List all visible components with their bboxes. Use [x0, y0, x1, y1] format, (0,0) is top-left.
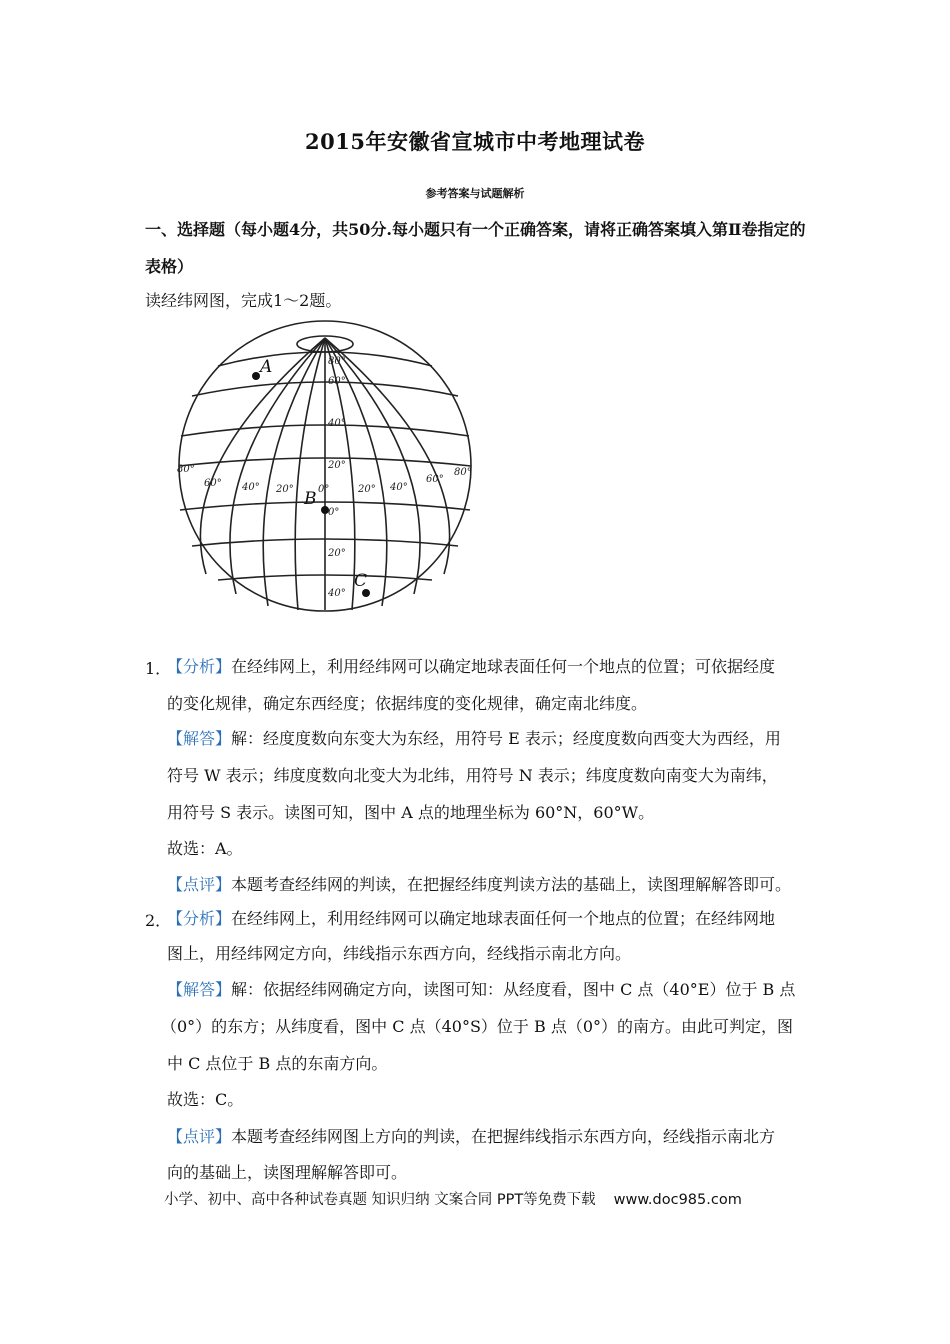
question-2-line	[161, 1008, 793, 1045]
answer-text: 解：经度度数向东变大为东经，用符号 E 表示；经度度数向西变大为西经，用	[231, 729, 781, 748]
graticule-globe-figure	[170, 318, 480, 618]
answer-text: 符号 W 表示；纬度度数向北变大为北纬，用符号 N 表示；纬度度数向南变大为南纬，	[167, 766, 778, 785]
question-1-line	[167, 757, 778, 794]
answer-subtitle: 参考答案与试题解析	[425, 187, 525, 200]
point-a-label: A	[260, 357, 273, 377]
answer-text: 用符号 S 表示。读图可知，图中 A 点的地理坐标为 60°N，60°W。	[167, 803, 655, 822]
question-1-line	[167, 830, 243, 867]
question-1-line	[167, 794, 654, 831]
question-1-line	[167, 685, 647, 722]
lat-label: 80°	[328, 356, 346, 367]
answer-text: 故选：C。	[167, 1090, 244, 1109]
answer-tag: 【解答】	[167, 980, 232, 999]
lon-label: 40°	[390, 482, 408, 493]
question-1-line	[167, 720, 781, 757]
question-number: 2．	[145, 911, 172, 930]
answer-tag: 【点评】	[167, 875, 232, 894]
answer-text: 的变化规律，确定东西经度；依据纬度的变化规律，确定南北纬度。	[167, 694, 648, 713]
question-2-line	[167, 1154, 407, 1191]
page-title: 2015年安徽省宣城市中考地理试卷	[305, 129, 645, 154]
question-2-line	[167, 1081, 243, 1118]
lon-label: 20°	[358, 484, 376, 495]
longitude-line	[295, 338, 325, 610]
longitude-line	[230, 338, 325, 594]
lat-label: 40°	[328, 588, 346, 599]
lat-label: 20°	[328, 460, 346, 471]
question-2-line	[167, 900, 775, 937]
footer-url-link[interactable]: www.doc985.com	[613, 1192, 742, 1208]
lon-label: 60°	[426, 474, 444, 485]
answer-text: （0°）的东方；从纬度看，图中 C 点（40°S）位于 B 点（0°）的南方。由此可判定，图	[161, 1017, 794, 1036]
page-footer	[164, 1188, 742, 1209]
question-2-line	[167, 1118, 775, 1155]
lat-label: 40°	[328, 418, 346, 429]
lon-label: 40°	[242, 482, 260, 493]
lon-label: 80°	[454, 467, 472, 478]
lon-label: 20°	[276, 484, 294, 495]
answer-tag: 【分析】	[167, 657, 232, 676]
question-number: 1．	[145, 659, 172, 678]
answer-text: 中 C 点位于 B 点的东南方向。	[167, 1054, 388, 1073]
answer-tag: 【点评】	[167, 1127, 232, 1146]
answer-text: 故选：A。	[167, 839, 243, 858]
lat-label: 60°	[328, 376, 346, 387]
answer-text: 本题考查经纬网的判读，在把握经纬度判读方法的基础上，读图理解解答即可。	[231, 875, 792, 894]
longitude-line	[263, 338, 325, 606]
section-heading: 一、选择题（每小题4分，共50分.每小题只有一个正确答案，请将正确答案填入第Ⅱ卷指定的表格）	[145, 220, 806, 276]
answer-tag: 【解答】	[167, 729, 232, 748]
answer-text: 解：依据经纬网确定方向，读图可知：从经度看，图中 C 点（40°E）位于 B 点	[231, 980, 796, 999]
question-2-line	[167, 1045, 387, 1082]
lon-label: 80°	[177, 464, 195, 475]
answer-text: 向的基础上，读图理解解答即可。	[167, 1163, 408, 1182]
question-intro: 读经纬网图，完成1～2题。	[145, 291, 342, 310]
answer-text: 本题考查经纬网图上方向的判读，在把握纬线指示东西方向，经线指示南北方	[231, 1127, 776, 1146]
question-1-line	[167, 866, 791, 903]
answer-text: 在经纬网上，利用经纬网可以确定地球表面任何一个地点的位置；在经纬网地	[231, 909, 776, 928]
lat-label: 20°	[328, 548, 346, 559]
point-c-label: C	[354, 571, 368, 591]
question-1-line	[167, 648, 775, 685]
question-2-line	[167, 935, 631, 972]
point-b-label: B	[304, 489, 317, 509]
lon-label: 60°	[204, 478, 222, 489]
answer-text: 图上，用经纬网定方向，纬线指示东西方向，经线指示南北方向。	[167, 944, 632, 963]
lon-label: 0°	[318, 484, 330, 495]
lat-label: 0°	[328, 507, 340, 518]
answer-tag: 【分析】	[167, 909, 232, 928]
point-a-marker	[252, 372, 260, 380]
footer-text: 小学、初中、高中各种试卷真题 知识归纳 文案合同 PPT等免费下载	[164, 1192, 596, 1208]
answer-text: 在经纬网上，利用经纬网可以确定地球表面任何一个地点的位置；可依据经度	[231, 657, 776, 676]
question-2-line	[167, 971, 795, 1008]
